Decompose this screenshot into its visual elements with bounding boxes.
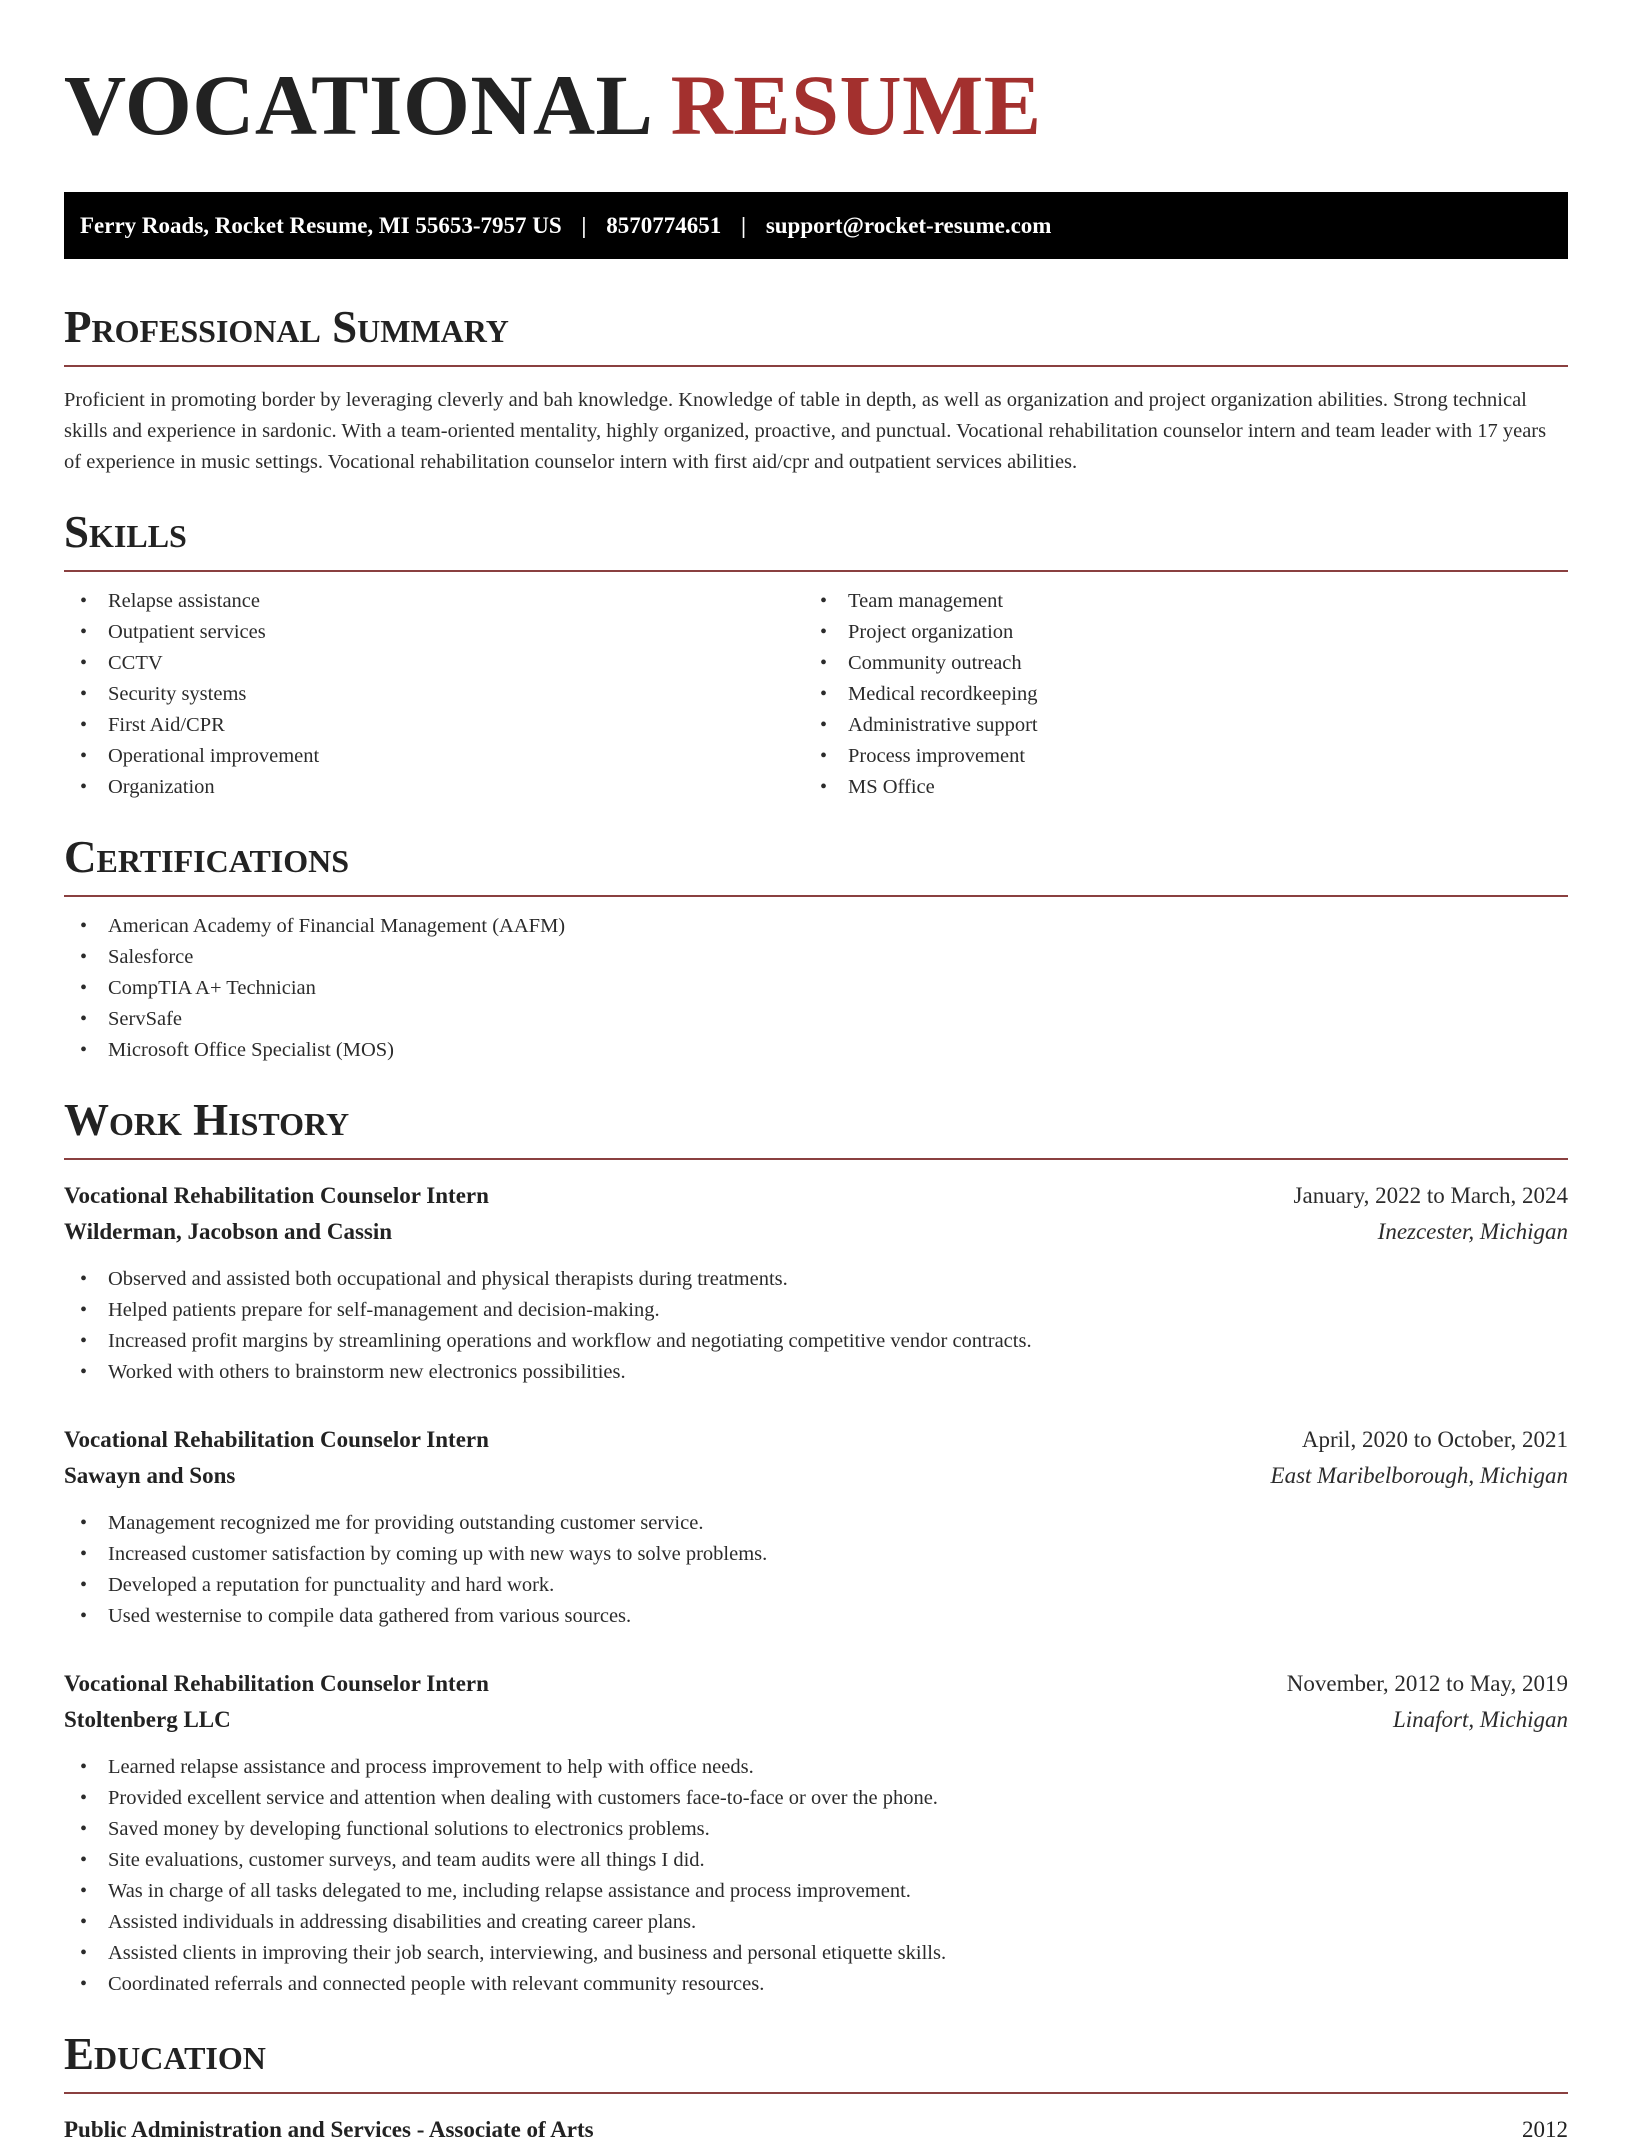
- job-entry: [64, 1422, 1568, 1632]
- summary-section: [64, 303, 1568, 478]
- job-duty: • Increased customer satisfaction by coming up with new ways to solve problems.: [64, 1539, 1568, 1570]
- certification-item: • CompTIA A+ Technician: [64, 973, 1568, 1004]
- skill-item: • Process improvement: [804, 741, 1544, 772]
- job-header-row: [64, 1666, 1568, 1702]
- skill-item: • Team management: [804, 586, 1544, 617]
- contact-bar: [64, 192, 1568, 259]
- education-section: [64, 2030, 1568, 2148]
- contact-separator: |: [581, 213, 587, 238]
- certifications-section: [64, 833, 1568, 1066]
- education-heading: Education: [64, 2029, 266, 2079]
- skill-item: • Medical recordkeeping: [804, 679, 1544, 710]
- section-divider: [64, 1158, 1568, 1160]
- job-duty: • Provided excellent service and attention when dealing with customers face-to-face or over the phone.: [64, 1783, 1568, 1814]
- education-year: 2012: [1522, 2117, 1568, 2142]
- work-history-section: [64, 1096, 1568, 2000]
- section-divider: [64, 365, 1568, 367]
- job-duty: • Observed and assisted both occupational and physical therapists during treatments.: [64, 1264, 1568, 1295]
- job-company: Wilderman, Jacobson and Cassin: [64, 1219, 393, 1244]
- job-location: Linafort, Michigan: [1392, 1707, 1568, 1732]
- skills-grid: [64, 586, 1568, 803]
- job-company: Stoltenberg LLC: [64, 1707, 231, 1732]
- certification-item: • ServSafe: [64, 1004, 1568, 1035]
- job-company-row: [64, 1214, 1568, 1250]
- contact-address: Ferry Roads, Rocket Resume, MI 55653-7957 US: [80, 213, 562, 238]
- skill-item: • Organization: [64, 772, 804, 803]
- skill-item: • Administrative support: [804, 710, 1544, 741]
- job-duty: • Coordinated referrals and connected people with relevant community resources.: [64, 1969, 1568, 2000]
- title-accent: RESUME: [670, 57, 1042, 153]
- skills-list-right: [804, 586, 1544, 803]
- skill-item: • Outpatient services: [64, 617, 804, 648]
- title-main: VOCATIONAL: [64, 57, 649, 153]
- job-entry: [64, 1178, 1568, 1388]
- certification-item: • Microsoft Office Specialist (MOS): [64, 1035, 1568, 1066]
- skill-item: • MS Office: [804, 772, 1544, 803]
- summary-text: Proficient in promoting border by leveraging cleverly and bah knowledge. Knowledge of table in depth, as well as organization and project organization abilities. Strong technical skills and experience in sardonic. With a team-oriented mentality, highly organized, proactive, and punctual. Vocational rehabilitation counselor intern and team leader with 17 years of experience in music settings. Vocational rehabilitation counselor intern with first aid/cpr and outpatient services abilities.: [64, 389, 1547, 473]
- skill-item: • CCTV: [64, 648, 804, 679]
- job-title: Vocational Rehabilitation Counselor Intern: [64, 1183, 489, 1208]
- job-duty: • Site evaluations, customer surveys, and team audits were all things I did.: [64, 1845, 1568, 1876]
- job-title: Vocational Rehabilitation Counselor Intern: [64, 1427, 489, 1452]
- work-history-heading: Work History: [64, 1095, 350, 1145]
- skill-item: • Relapse assistance: [64, 586, 804, 617]
- job-company-row: [64, 1458, 1568, 1494]
- skill-item: • Operational improvement: [64, 741, 804, 772]
- certifications-heading: Certifications: [64, 832, 350, 882]
- job-duty: • Management recognized me for providing outstanding customer service.: [64, 1508, 1568, 1539]
- section-divider: [64, 2092, 1568, 2094]
- job-duty: • Assisted individuals in addressing disabilities and creating career plans.: [64, 1907, 1568, 1938]
- education-entry: [64, 2112, 1568, 2148]
- job-header-row: [64, 1422, 1568, 1458]
- job-duty: • Helped patients prepare for self-management and decision-making.: [64, 1295, 1568, 1326]
- skill-item: • Community outreach: [804, 648, 1544, 679]
- job-location: East Maribelborough, Michigan: [1270, 1463, 1568, 1488]
- section-divider: [64, 570, 1568, 572]
- job-title: Vocational Rehabilitation Counselor Intern: [64, 1671, 489, 1696]
- contact-separator: |: [740, 213, 747, 238]
- skills-section: [64, 508, 1568, 803]
- job-entry: [64, 1666, 1568, 2000]
- skill-item: • Project organization: [804, 617, 1544, 648]
- job-duty: • Worked with others to brainstorm new electronics possibilities.: [64, 1357, 1568, 1388]
- job-duty: • Developed a reputation for punctuality and hard work.: [64, 1570, 1568, 1601]
- job-duties-list: [64, 1264, 1568, 1388]
- skills-heading: Skills: [64, 507, 187, 557]
- skill-item: • Security systems: [64, 679, 804, 710]
- job-duty: • Learned relapse assistance and process improvement to help with office needs.: [64, 1752, 1568, 1783]
- job-duties-list: [64, 1508, 1568, 1632]
- section-divider: [64, 895, 1568, 897]
- certification-item: • Salesforce: [64, 942, 1568, 973]
- job-duties-list: [64, 1752, 1568, 2000]
- skills-list-left: [64, 586, 804, 803]
- resume-title: [64, 58, 1568, 152]
- job-dates: November, 2012 to May, 2019: [1286, 1671, 1568, 1696]
- job-company-row: [64, 1702, 1568, 1738]
- job-duty: • Used westernise to compile data gathered from various sources.: [64, 1601, 1568, 1632]
- job-duty: • Assisted clients in improving their job search, interviewing, and business and personal etiquette skills.: [64, 1938, 1568, 1969]
- job-company: Sawayn and Sons: [64, 1463, 236, 1488]
- job-duty: • Was in charge of all tasks delegated to me, including relapse assistance and process improvement.: [64, 1876, 1568, 1907]
- job-header-row: [64, 1178, 1568, 1214]
- job-dates: January, 2022 to March, 2024: [1293, 1183, 1568, 1208]
- certifications-list: [64, 911, 1568, 1066]
- contact-email: support@rocket-resume.com: [765, 213, 1052, 238]
- education-degree: Public Administration and Services - Associate of Arts: [64, 2117, 594, 2142]
- job-duty: • Saved money by developing functional solutions to electronics problems.: [64, 1814, 1568, 1845]
- summary-heading: Professional Summary: [64, 302, 509, 352]
- certification-item: • American Academy of Financial Management (AAFM): [64, 911, 1568, 942]
- job-duty: • Increased profit margins by streamlining operations and workflow and negotiating competitive vendor contracts.: [64, 1326, 1568, 1357]
- skill-item: • First Aid/CPR: [64, 710, 804, 741]
- job-dates: April, 2020 to October, 2021: [1301, 1427, 1568, 1452]
- job-location: Inezcester, Michigan: [1377, 1219, 1568, 1244]
- contact-phone: 8570774651: [606, 213, 722, 238]
